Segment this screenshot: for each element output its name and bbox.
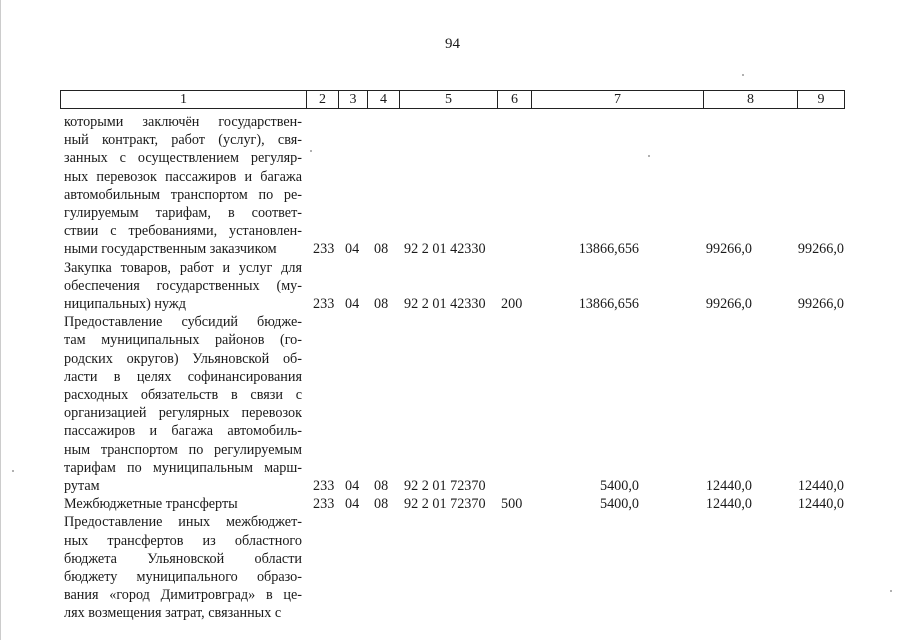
header-col-1: 1 <box>61 91 307 108</box>
description-line: бюджета Ульяновской области <box>64 550 302 567</box>
cell-c2: 233 <box>313 241 335 258</box>
header-col-3: 3 <box>339 91 368 108</box>
description-line: ный контракт, работ (услуг), свя- <box>64 132 302 149</box>
description-line: занных с осуществлением регуляр- <box>64 150 302 167</box>
table-row-values <box>0 604 905 622</box>
scan-left-edge <box>0 0 1 640</box>
cell-c6: 500 <box>501 496 523 513</box>
description-line: гулируемым тарифам, в соответ- <box>64 204 302 221</box>
description-line: Закупка товаров, работ и услуг для <box>64 259 302 276</box>
description-line: там муниципальных районов (го- <box>64 332 302 349</box>
cell-c9: 12440,0 <box>797 496 844 513</box>
cell-c4: 08 <box>374 478 389 494</box>
cell-c7: 13866,656 <box>578 296 639 312</box>
cell-c3: 04 <box>345 241 360 258</box>
cell-c9: 99266,0 <box>797 296 844 312</box>
table-row-values <box>0 477 905 495</box>
scan-speck <box>12 470 14 472</box>
header-col-2: 2 <box>307 91 339 108</box>
cell-c8: 99266,0 <box>705 296 752 312</box>
description-line: ласти в целях софинансирования <box>64 368 302 385</box>
cell-c5: 92 2 01 42330 <box>404 241 486 258</box>
page-number: 94 <box>445 36 460 52</box>
cell-c4: 08 <box>374 296 389 312</box>
description-line: тарифам по муниципальным марш- <box>64 459 302 476</box>
cell-c8: 12440,0 <box>705 496 752 513</box>
header-col-4: 4 <box>368 91 400 108</box>
cell-c5: 92 2 01 72370 <box>404 478 486 494</box>
cell-c4: 08 <box>374 496 389 513</box>
cell-c2: 233 <box>313 478 335 494</box>
scan-speck <box>742 74 744 76</box>
cell-c3: 04 <box>345 296 360 312</box>
description-line: расходных обязательств в связи с <box>64 386 302 403</box>
header-col-7: 7 <box>532 91 704 108</box>
description-line: родских округов) Ульяновской об- <box>64 350 302 367</box>
description-line: обеспечения государственных (му- <box>64 277 302 294</box>
header-col-9: 9 <box>817 92 825 107</box>
description-line: организацией регулярных перевозок <box>64 405 302 422</box>
description-line: ствии с требованиями, установлен- <box>64 223 302 240</box>
description-line: пассажиров и багажа автомобиль- <box>64 423 302 440</box>
cell-c3: 04 <box>345 478 360 494</box>
cell-c2: 233 <box>313 496 335 513</box>
description-line: вания «город Димитровград» в це- <box>64 587 302 604</box>
cell-c9: 99266,0 <box>797 241 844 258</box>
cell-c7: 13866,656 <box>578 241 639 258</box>
table-row-values <box>0 495 905 513</box>
description-line: автомобильным транспортом по ре- <box>64 186 302 203</box>
row-description <box>64 313 302 495</box>
header-col-8: 8 <box>704 91 798 108</box>
row-description <box>64 113 302 259</box>
description-line: Межбюджетные трансферты <box>64 496 238 513</box>
cell-c5: 92 2 01 42330 <box>404 296 486 312</box>
description-line: ных перевозок пассажиров и багажа <box>64 168 302 185</box>
description-line: которыми заключён государствен- <box>64 114 302 130</box>
description-line: ным транспортом по регулируемым <box>64 441 302 458</box>
scan-speck <box>310 150 312 152</box>
description-line: ниципальных) нужд <box>64 295 186 312</box>
cell-c8: 12440,0 <box>705 478 752 494</box>
description-line: Предоставление субсидий бюдже- <box>64 314 302 331</box>
cell-c7: 5400,0 <box>599 496 639 513</box>
cell-c6: 200 <box>501 296 523 312</box>
cell-c5: 92 2 01 72370 <box>404 496 486 513</box>
cell-c2: 233 <box>313 296 335 312</box>
table-row-values <box>0 240 905 258</box>
cell-c3: 04 <box>345 496 360 513</box>
description-line: бюджету муниципального образо- <box>64 568 302 585</box>
scan-speck <box>890 590 892 592</box>
header-col-5: 5 <box>400 91 498 108</box>
description-line: лях возмещения затрат, связанных с <box>64 605 282 622</box>
table-row-values <box>0 295 905 313</box>
description-line: рутам <box>64 477 100 494</box>
cell-c7: 5400,0 <box>599 478 639 494</box>
header-col-6: 6 <box>498 91 532 108</box>
description-line: Предоставление иных межбюджет- <box>64 514 302 531</box>
cell-c4: 08 <box>374 241 389 258</box>
table-header-row <box>60 90 845 109</box>
description-line: ных трансфертов из областного <box>64 532 302 549</box>
scan-speck <box>648 155 650 157</box>
cell-c8: 99266,0 <box>705 241 752 258</box>
cell-c9: 12440,0 <box>797 478 844 494</box>
description-line: ными государственным заказчиком <box>64 241 277 258</box>
